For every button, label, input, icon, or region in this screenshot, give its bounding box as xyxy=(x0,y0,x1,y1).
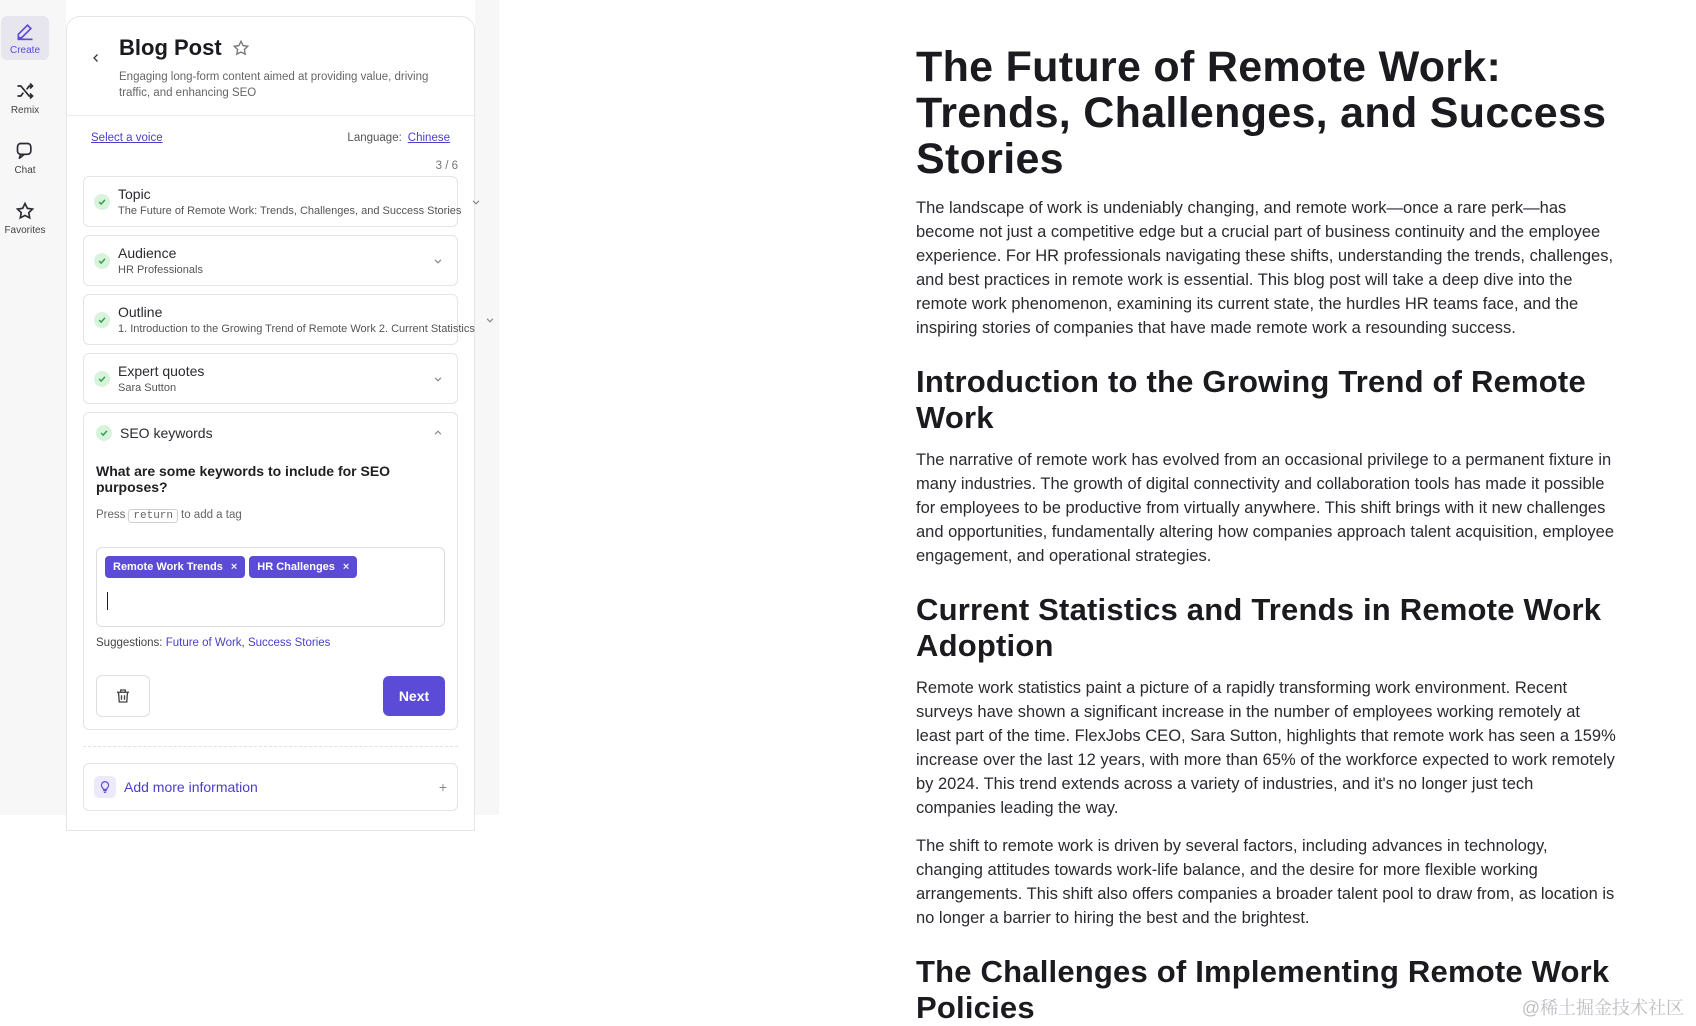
card-title: Outline xyxy=(118,304,163,320)
card-title: Topic xyxy=(118,186,151,202)
delete-button[interactable] xyxy=(96,675,150,717)
back-button[interactable] xyxy=(85,47,107,69)
card-value: 1. Introduction to the Growing Trend of Remote Work 2. Current Statistics xyxy=(118,323,475,335)
check-icon xyxy=(94,312,110,328)
chevron-up-icon xyxy=(431,426,445,440)
select-voice-link[interactable]: Select a voice xyxy=(91,132,163,144)
left-rail xyxy=(0,0,50,815)
check-icon xyxy=(94,253,110,269)
chevron-down-icon xyxy=(431,372,445,386)
card-value: Sara Sutton xyxy=(118,382,177,394)
add-more-label: Add more information xyxy=(124,779,258,795)
chevron-down-icon xyxy=(483,313,497,327)
article-paragraph: Remote work statistics paint a picture of a rapidly transforming work environment. Recent surveys have shown a significant increase in the number of employees working remotely at least part of the time. FlexJobs CEO, Sara Sutton, highlights that remote work has seen a 159% increase over the last 12 years, with more than 65% of the workforce expected to work remotely by 2024. This trend extends across a variety of industries, and it's no longer just tech companies leading the way. xyxy=(916,679,1616,817)
article-paragraph: The landscape of work is undeniably changing, and remote work—once a rare perk—has become not just a competitive edge but a crucial part of business continuity and the employee experience. For HR professionals navigating these shifts, understanding the trends, challenges, and best practices in remote work is essential. This blog post will take a deep dive into the remote work phenomenon, examining its current state, the hurdles HR teams face, and the inspiring stories of companies that have made remote work a resounding success. xyxy=(916,199,1614,337)
section-actions xyxy=(96,675,445,717)
seo-keywords-header[interactable] xyxy=(96,425,445,441)
star-icon xyxy=(15,201,35,221)
step-counter: 3 / 6 xyxy=(435,160,458,172)
seo-keywords-section xyxy=(83,412,458,730)
content-gap xyxy=(475,0,499,815)
tag-label: HR Challenges xyxy=(257,561,335,573)
settings-row xyxy=(67,116,474,144)
page-description: Engaging long-form content aimed at providing value, driving traffic, and enhancing SEO xyxy=(119,71,429,99)
seo-question: What are some keywords to include for SEO purposes? xyxy=(96,463,391,495)
watermark: @稀土掘金技术社区 xyxy=(1521,998,1684,1018)
remove-tag-icon[interactable]: × xyxy=(230,561,238,573)
language-setting xyxy=(347,132,450,144)
shuffle-icon xyxy=(15,81,35,101)
keyword-tag-input[interactable] xyxy=(96,547,445,627)
tag-hint xyxy=(96,509,445,523)
language-label: Language: xyxy=(347,132,402,144)
card-value: The Future of Remote Work: Trends, Challenges, and Success Stories xyxy=(118,205,462,217)
remove-tag-icon[interactable]: × xyxy=(342,561,350,573)
tag-chip[interactable] xyxy=(249,556,357,578)
suggestion-chip[interactable]: Future of Work xyxy=(165,637,242,649)
suggestions-label: Suggestions: xyxy=(96,637,163,649)
pen-icon xyxy=(15,21,35,41)
chevron-left-icon xyxy=(90,52,102,64)
title-wrap xyxy=(119,35,456,101)
article-paragraph: The shift to remote work is driven by several factors, including advances in technology, changing attitudes towards work-life balance, and the desire for more flexible working arrangements. This shift also offers companies a broader talent pool to draw from, as location is no longer a barrier to hiring the best and the brightest. xyxy=(916,837,1615,927)
rail-item-chat[interactable] xyxy=(1,136,49,180)
article-paragraph: The narrative of remote work has evolved from an occasional privilege to a permanent fixture in many industries. The growth of digital connectivity and collaboration tools has made it possible for employees to be productive from virtually anywhere. This shift brings with it new challenges and opportunities, fundamentally altering how companies approach talent acquisition, employee engagement, and operational strategies. xyxy=(916,451,1615,565)
chat-icon xyxy=(15,141,35,161)
article-preview xyxy=(916,44,1616,1026)
language-value-link[interactable]: Chinese xyxy=(407,132,450,144)
card-body xyxy=(118,363,423,394)
page-title: Blog Post xyxy=(119,35,222,60)
panel-header xyxy=(67,17,474,116)
plus-icon: + xyxy=(438,779,447,795)
card-body xyxy=(118,186,461,217)
chevron-down-icon xyxy=(431,254,445,268)
rail-label-create: Create xyxy=(9,44,40,56)
suggestion-chip[interactable]: Success Stories xyxy=(247,637,331,649)
expert-quotes-card[interactable] xyxy=(83,353,458,404)
return-key: return xyxy=(128,509,178,523)
article-title: The Future of Remote Work: Trends, Challenges, and Success Stories xyxy=(916,43,1607,183)
card-title: Expert quotes xyxy=(118,363,205,379)
seo-keywords-title: SEO keywords xyxy=(120,425,213,441)
card-title: Audience xyxy=(118,245,177,261)
lightbulb-icon xyxy=(94,776,116,798)
card-body xyxy=(118,245,423,276)
suggestions xyxy=(96,637,445,649)
section-divider xyxy=(83,746,458,747)
gutter xyxy=(50,0,66,815)
rail-item-remix[interactable] xyxy=(1,76,49,120)
article-heading: Current Statistics and Trends in Remote Work Adoption xyxy=(916,592,1602,663)
article-heading: Introduction to the Growing Trend of Remote Work xyxy=(916,364,1586,435)
topic-card[interactable] xyxy=(83,176,462,227)
favorite-star-icon[interactable] xyxy=(232,39,250,57)
hint-press: Press xyxy=(96,509,126,521)
card-value: HR Professionals xyxy=(118,264,203,276)
rail-label-remix: Remix xyxy=(10,104,40,116)
card-body xyxy=(118,304,475,335)
add-more-information-button[interactable] xyxy=(83,763,458,811)
tag-label: Remote Work Trends xyxy=(113,561,223,573)
check-icon xyxy=(94,371,110,387)
title-row xyxy=(119,35,456,61)
rail-label-favorites: Favorites xyxy=(4,224,46,236)
trash-icon xyxy=(114,687,132,705)
check-icon xyxy=(94,194,110,210)
rail-label-chat: Chat xyxy=(14,164,36,176)
rail-item-favorites[interactable] xyxy=(1,196,49,240)
suggestion-separator: , xyxy=(241,637,245,649)
chevron-down-icon xyxy=(469,195,483,209)
article-heading: The Challenges of Implementing Remote Work Policies xyxy=(916,954,1610,1025)
next-button[interactable]: Next xyxy=(383,676,445,716)
rail-item-create[interactable] xyxy=(1,16,49,60)
form-panel xyxy=(66,16,475,831)
tag-chip[interactable] xyxy=(105,556,245,578)
check-icon xyxy=(96,425,112,441)
outline-card[interactable] xyxy=(83,294,475,345)
hint-rest: to add a tag xyxy=(181,509,242,521)
audience-card[interactable] xyxy=(83,235,458,286)
tag-list xyxy=(105,556,436,578)
text-caret xyxy=(107,592,108,610)
